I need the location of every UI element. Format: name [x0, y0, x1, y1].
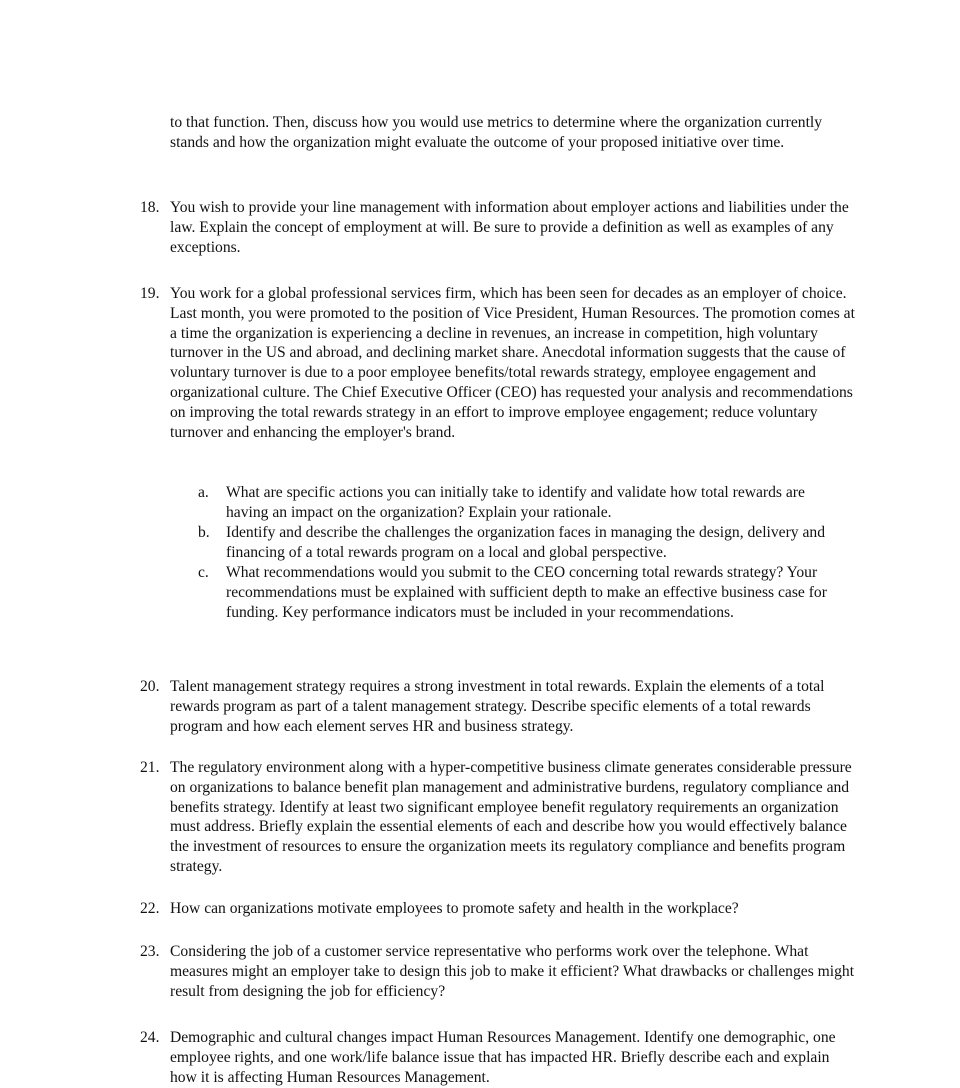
question-22 — [140, 899, 855, 919]
subitem-text: What are specific actions you can initially take to identify and validate how total rewards are having an impact on the organization? Explain your rationale. — [226, 484, 805, 521]
question-19 — [140, 284, 855, 442]
question-number: 23. — [140, 943, 160, 960]
question-number: 24. — [140, 1029, 160, 1046]
question-text: Talent management strategy requires a strong investment in total rewards. Explain the elements of a total rewards program as part of a talent management strategy. Describe specific elements of a total rewards program and how each element serves HR and business strategy. — [170, 678, 825, 735]
subitem-19a — [198, 483, 851, 523]
subitem-letter: a. — [198, 484, 209, 501]
question-text: Demographic and cultural changes impact Human Resources Management. Identify one demographic, one employee rights, and one work/life balance issue that has impacted HR. Briefly describe each and explain how it is affecting Human Resources Management. — [170, 1029, 836, 1086]
subitem-letter: b. — [198, 524, 210, 541]
question-number: 21. — [140, 759, 160, 776]
question-text: How can organizations motivate employees to promote safety and health in the workplace? — [170, 900, 739, 917]
question-21 — [140, 758, 855, 877]
question-number: 22. — [140, 900, 160, 917]
question-23 — [140, 942, 855, 1001]
question-text: The regulatory environment along with a hyper-competitive business climate generates considerable pressure on organizations to balance benefit plan management and administrative burdens, regulatory compliance and benefits strategy. Identify at least two significant employee benefit regulatory requirements an organization must address. Briefly explain the essential elements of each and describe how you would effectively balance the investment of resources to ensure the organization meets its regulatory compliance and benefits program strategy. — [170, 759, 852, 875]
question-number: 19. — [140, 285, 160, 302]
subitem-19b — [198, 523, 851, 563]
question-number: 18. — [140, 199, 160, 216]
question-number: 20. — [140, 678, 160, 695]
question-20 — [140, 677, 855, 736]
subitem-letter: c. — [198, 564, 209, 581]
question-text: You work for a global professional services firm, which has been seen for decades as an employer of choice. Last month, you were promoted to the position of Vice President, Human Resources. The promotion comes at a time the organization is experiencing a decline in revenues, an increase in competition, high voluntary turnover in the US and abroad, and declining market share. Anecdotal information suggests that the cause of voluntary turnover is due to a poor employee benefits/total rewards strategy, employee engagement and organizational culture. The Chief Executive Officer (CEO) has requested your analysis and recommendations on improving the total rewards strategy in an effort to improve employee engagement; reduce voluntary turnover and enhancing the employer's brand. — [170, 285, 855, 441]
question-text: Considering the job of a customer service representative who performs work over the telephone. What measures might an employer take to design this job to make it efficient? What drawbacks or challenges might result from designing the job for efficiency? — [170, 943, 855, 1000]
question-text: You wish to provide your line management with information about employer actions and liabilities under the law. Explain the concept of employment at will. Be sure to provide a definition as well as examples of any exceptions. — [170, 199, 849, 256]
question-18 — [140, 198, 855, 257]
subitem-text: Identify and describe the challenges the organization faces in managing the design, delivery and financing of a total rewards program on a local and global perspective. — [226, 524, 825, 561]
subitem-text: What recommendations would you submit to the CEO concerning total rewards strategy? Your recommendations must be explained with sufficient depth to make an effective business case for funding. Key performance indicators must be included in your recommendations. — [226, 564, 827, 621]
question-24 — [140, 1028, 855, 1087]
continuation-paragraph: to that function. Then, discuss how you would use metrics to determine where the organization currently stands and how the organization might evaluate the outcome of your proposed initiative over time. — [170, 114, 823, 151]
subitem-19c — [198, 563, 851, 622]
